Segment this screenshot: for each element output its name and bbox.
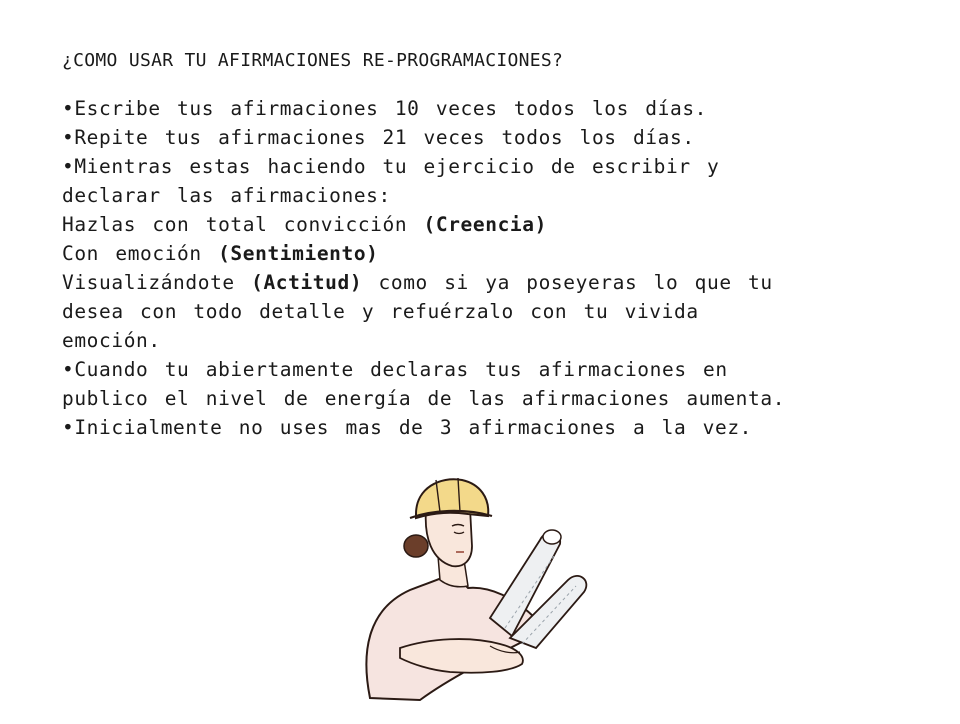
text-line: desea con todo detalle y refuérzalo con tu vivida bbox=[62, 300, 699, 323]
text-line: emoción. bbox=[62, 329, 161, 352]
bullet-line: •Repite tus afirmaciones 21 veces todos los días. bbox=[62, 126, 695, 149]
text-line: publico el nivel de energía de las afirmaciones aumenta. bbox=[62, 387, 786, 410]
slide-title: ¿COMO USAR TU AFIRMACIONES RE-PROGRAMACIONES? bbox=[62, 50, 564, 71]
line-text: Con emoción bbox=[62, 242, 219, 265]
bullet-line: •Mientras estas haciendo tu ejercicio de escribir y bbox=[62, 155, 720, 178]
bullet-line: •Inicialmente no uses mas de 3 afirmaciones a la vez. bbox=[62, 416, 753, 439]
line-emphasis: (Actitud) bbox=[251, 271, 363, 294]
bullet-line: •Escribe tus afirmaciones 10 veces todos los días. bbox=[62, 97, 707, 120]
text-line bbox=[62, 268, 892, 297]
line-text: como si ya poseyeras lo que tu bbox=[362, 271, 773, 294]
line-emphasis: (Sentimiento) bbox=[218, 242, 379, 265]
line-text: Hazlas con total convicción bbox=[62, 213, 424, 236]
text-line bbox=[62, 210, 892, 239]
text-line: declarar las afirmaciones: bbox=[62, 184, 391, 207]
line-emphasis: (Creencia) bbox=[423, 213, 547, 236]
text-line bbox=[62, 239, 892, 268]
slide-body bbox=[62, 94, 892, 442]
line-text: Visualizándote bbox=[62, 271, 252, 294]
bullet-line: •Cuando tu abiertamente declaras tus afirmaciones en bbox=[62, 358, 728, 381]
woman-reading-blueprints-icon bbox=[340, 468, 600, 720]
